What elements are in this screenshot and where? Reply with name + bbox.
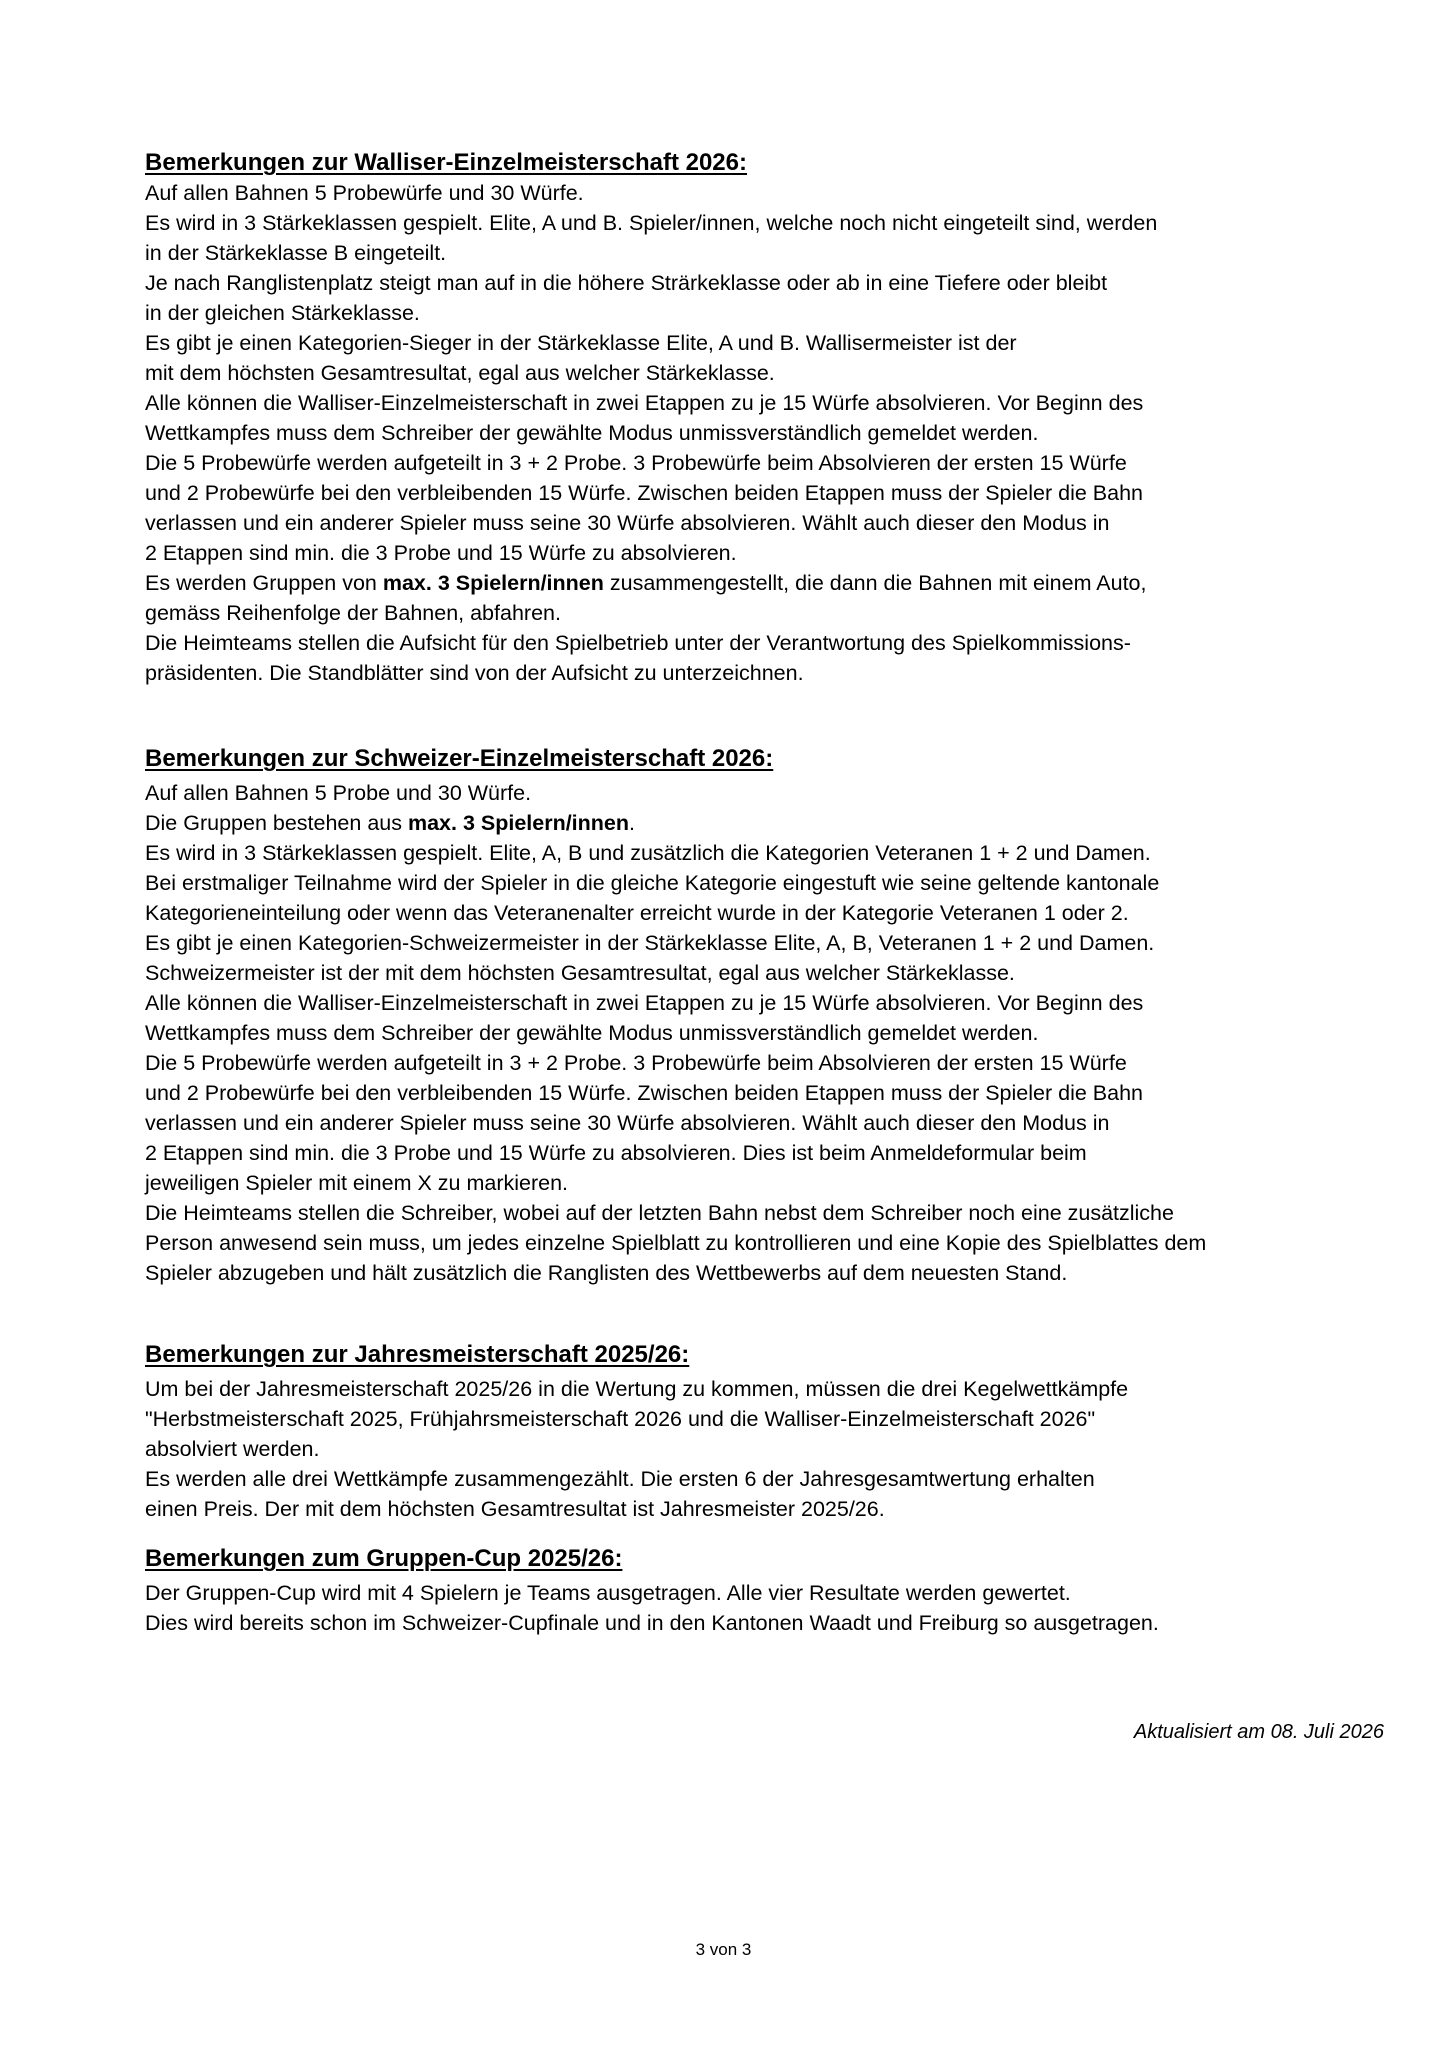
text-line [145,1578,1385,1608]
section-schweizer-einzelmeisterschaft [145,744,1385,1288]
text-line [145,958,1385,988]
text-line [145,898,1385,928]
text-run: präsidenten. Die Standblätter sind von der Aufsicht zu unterzeichnen. [145,661,804,685]
bold-text-run: max. 3 Spielern/innen [382,571,604,595]
text-run: Kategorieneinteilung oder wenn das Veteranenalter erreicht wurde in der Kategorie Veteranen 1 oder 2. [145,901,1129,925]
section-heading: Bemerkungen zur Jahresmeisterschaft 2025/26: [145,1341,690,1368]
text-line [145,1078,1385,1108]
text-run: gemäss Reihenfolge der Bahnen, abfahren. [145,601,561,625]
text-run: 2 Etappen sind min. die 3 Probe und 15 Würfe zu absolvieren. Dies ist beim Anmeldeformular beim [145,1141,1087,1165]
section-heading: Bemerkungen zum Gruppen-Cup 2025/26: [145,1545,623,1572]
text-line [145,1374,1385,1404]
text-line [145,238,1385,268]
text-line [145,1434,1385,1464]
section-body [145,178,1385,688]
section-body [145,1374,1385,1524]
text-line [145,1108,1385,1138]
text-run: Um bei der Jahresmeisterschaft 2025/26 in die Wertung zu kommen, müssen die drei Kegelwettkämpfe [145,1377,1129,1401]
text-line [145,1168,1385,1198]
text-run: Der Gruppen-Cup wird mit 4 Spielern je Teams ausgetragen. Alle vier Resultate werden gewertet. [145,1581,1071,1605]
text-run: Die Heimteams stellen die Aufsicht für den Spielbetrieb unter der Verantwortung des Spielkommissions- [145,631,1131,655]
text-run: Alle können die Walliser-Einzelmeisterschaft in zwei Etappen zu je 15 Würfe absolvieren. Vor Beginn des [145,991,1144,1015]
text-line [145,478,1385,508]
text-run: Die 5 Probewürfe werden aufgeteilt in 3 + 2 Probe. 3 Probewürfe beim Absolvieren der ersten 15 Würfe [145,451,1127,475]
text-run: Wettkampfes muss dem Schreiber der gewählte Modus unmissverständlich gemeldet werden. [145,1021,1039,1045]
text-line [145,1258,1385,1288]
text-line [145,928,1385,958]
text-line [145,448,1385,478]
text-line [145,1494,1385,1524]
text-line [145,1198,1385,1228]
section-body [145,778,1385,1288]
text-run: Auf allen Bahnen 5 Probewürfe und 30 Würfe. [145,181,584,205]
text-run: Die 5 Probewürfe werden aufgeteilt in 3 + 2 Probe. 3 Probewürfe beim Absolvieren der ersten 15 Würfe [145,1051,1127,1075]
text-line [145,388,1385,418]
text-line [145,208,1385,238]
text-run: und 2 Probewürfe bei den verbleibenden 15 Würfe. Zwischen beiden Etappen muss der Spieler die Bahn [145,481,1143,505]
text-line [145,1018,1385,1048]
text-run: Es werden alle drei Wettkämpfe zusammengezählt. Die ersten 6 der Jahresgesamtwertung erhalten [145,1467,1095,1491]
text-line [145,358,1385,388]
text-run: Alle können die Walliser-Einzelmeisterschaft in zwei Etappen zu je 15 Würfe absolvieren. Vor Beginn des [145,391,1144,415]
text-run: einen Preis. Der mit dem höchsten Gesamtresultat ist Jahresmeister 2025/26. [145,1497,885,1521]
text-line [145,1138,1385,1168]
text-line [145,658,1385,688]
text-line [145,1228,1385,1258]
text-line [145,328,1385,358]
text-line [145,508,1385,538]
text-line [145,538,1385,568]
text-run: Spieler abzugeben und hält zusätzlich die Ranglisten des Wettbewerbs auf dem neuesten Stand. [145,1261,1068,1285]
text-line [145,598,1385,628]
text-run: Die Gruppen bestehen aus [145,811,408,835]
text-run: Es gibt je einen Kategorien-Sieger in der Stärkeklasse Elite, A und B. Wallisermeister ist der [145,331,1017,355]
text-line [145,988,1385,1018]
text-run: in der gleichen Stärkeklasse. [145,301,420,325]
section-body [145,1578,1385,1638]
text-line [145,178,1385,208]
section-heading: Bemerkungen zur Walliser-Einzelmeisterschaft 2026: [145,149,747,176]
bold-text-run: max. 3 Spielern/innen [407,811,630,835]
text-line [145,568,1385,598]
text-run: verlassen und ein anderer Spieler muss seine 30 Würfe absolvieren. Wählt auch dieser den Modus in [145,511,1110,535]
text-line [145,808,1385,838]
text-run: Person anwesend sein muss, um jedes einzelne Spielblatt zu kontrollieren und eine Kopie des Spielblattes dem [145,1231,1207,1255]
page-number: 3 von 3 [695,1940,752,1959]
text-run: in der Stärkeklasse B eingeteilt. [145,241,447,265]
section-walliser-einzelmeisterschaft [145,148,1385,688]
text-line [145,778,1385,808]
section-heading: Bemerkungen zur Schweizer-Einzelmeisterschaft 2026: [145,745,774,772]
text-run: verlassen und ein anderer Spieler muss seine 30 Würfe absolvieren. Wählt auch dieser den Modus in [145,1111,1110,1135]
text-run: Es werden Gruppen von [145,571,383,595]
text-run: Wettkampfes muss dem Schreiber der gewählte Modus unmissverständlich gemeldet werden. [145,421,1039,445]
text-line [145,298,1385,328]
text-run: Dies wird bereits schon im Schweizer-Cupfinale und in den Kantonen Waadt und Freiburg so ausgetragen. [145,1611,1159,1635]
text-run: Schweizermeister ist der mit dem höchsten Gesamtresultat, egal aus welcher Stärkeklasse. [145,961,1015,985]
text-run: jeweiligen Spieler mit einem X zu markieren. [145,1171,569,1195]
text-run: Es wird in 3 Stärkeklassen gespielt. Elite, A und B. Spieler/innen, welche noch nicht eingeteilt sind, werden [145,211,1158,235]
text-run: Je nach Ranglistenplatz steigt man auf in die höhere Strärkeklasse oder ab in eine Tiefere oder bleibt [145,271,1108,295]
last-updated-note: Aktualisiert am 08. Juli 2026 [1133,1721,1384,1743]
text-line [145,1404,1385,1434]
text-run: 2 Etappen sind min. die 3 Probe und 15 Würfe zu absolvieren. [145,541,737,565]
text-run: Es gibt je einen Kategorien-Schweizermeister in der Stärkeklasse Elite, A, B, Veteranen 1 + 2 und Damen. [145,931,1155,955]
text-line [145,628,1385,658]
text-line [145,868,1385,898]
text-run: absolviert werden. [145,1437,320,1461]
text-line [145,418,1385,448]
text-run: Auf allen Bahnen 5 Probe und 30 Würfe. [145,781,532,805]
text-run: Es wird in 3 Stärkeklassen gespielt. Elite, A, B und zusätzlich die Kategorien Veteranen 1 + 2 und Damen. [145,841,1151,865]
section-gruppen-cup [145,1544,1385,1638]
text-line [145,1464,1385,1494]
text-run: mit dem höchsten Gesamtresultat, egal aus welcher Stärkeklasse. [145,361,775,385]
text-line [145,838,1385,868]
text-run: "Herbstmeisterschaft 2025, Frühjahrsmeisterschaft 2026 und die Walliser-Einzelmeisterschaft 2026" [145,1407,1096,1431]
text-run: Bei erstmaliger Teilnahme wird der Spieler in die gleiche Kategorie eingestuft wie seine geltende kantonale [145,871,1160,895]
text-run: . [629,811,635,835]
text-line [145,268,1385,298]
text-run: zusammengestellt, die dann die Bahnen mit einem Auto, [603,571,1147,595]
text-line [145,1048,1385,1078]
section-jahresmeisterschaft [145,1340,1385,1524]
text-run: und 2 Probewürfe bei den verbleibenden 15 Würfe. Zwischen beiden Etappen muss der Spieler die Bahn [145,1081,1143,1105]
text-line [145,1608,1385,1638]
text-run: Die Heimteams stellen die Schreiber, wobei auf der letzten Bahn nebst dem Schreiber noch eine zusätzliche [145,1201,1174,1225]
